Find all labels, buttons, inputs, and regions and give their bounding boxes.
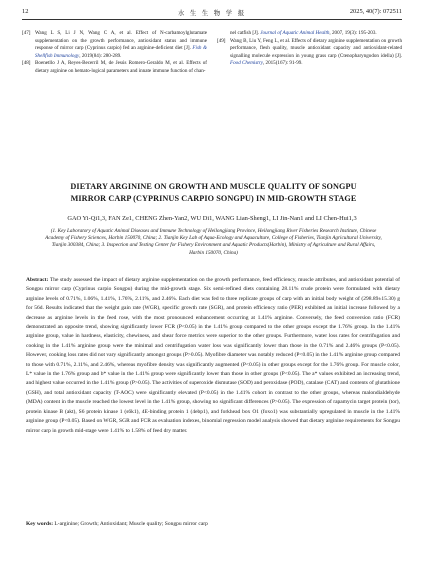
abstract-text: The study assessed the impact of dietary arginine supplementation on the growth performance, feed efficiency, muscle attributes, and antioxidant potential of Songpu mirror carp (Cyprinus carpio Songpu) during the mid-growth stage. Six semi-refined diets containing 28.11% crude protein were formulated with dietary arginine levels of 0.71%, 1.06%, 1.41%, 1.76%, 2.11%, and 2.46%. Each diet was fed to three replicate groups of carp with an initial body weight of (298.89±15.30) g for 56d. Results indicated that the weight gain rate (WGR), specific growth rate (SGR), and protein efficiency ratio (PER) exhibited an initial increase followed by a decrease as arginine levels in the feed rose, with the most pronounced enhancement occurring at 1.41% arginine. Conversely, the feed conversion ratio (FCR) demonstrated an opposite trend, showing significantly lower FCR (P<0.05) in the 1.41% group compared to the other groups except the 1.76% group. In the 1.41% arginine group, value in hardness, elasticity, chewiness, and shear force metrics were superior to the other groups. Furthermore, water loss rates for centrifugation and cooking in the 1.41% arginine group were the minimal and centrifugation water loss was significantly lower than those in the 0.71% and 2.46% groups (P<0.05). However, cooking loss rates did not vary significantly amongst groups (P>0.05). Myofibre diameter was notably reduced (P<0.05) in the 1.41% arginine group compared to those with 0.71%, 2.11%, and 2.46%, whereas myofibre density was significantly augmented (P<0.05) in other groups except for the 1.76% group. For muscle color, L* value in the 1.76% group and b* value in the 1.41% group were significantly lower than those in other groups (P<0.05). The a* values exhibited an increasing trend, and highest value occurred in the 1.41% group (P>0.05). The activities of superoxide dismutase (SOD) and peroxidase (POD), catalase (CAT) and contents of glutathione (GSH), and total antioxidant capacity (T-AOC) were significantly elevated (P<0.05) in the 1.41% cohort in contrast to the other groups, whereas malondialdehyde (MDA) content in the muscle reached the lowest level in the 1.41% group, showing no significant differences (P>0.05). The expression of rapamycin target protein (tor), protein kinase B (akt), S6 protein kinase 1 (s6k1), 4E-binding protein 1 (4ebp1), and forkhead box O1 (foxo1) was substantially upregulated in muscle in the 1.41% arginine group (P<0.05). Based on WGR, SGR and FCR as evaluation indexes, binomial regression model analysis showed that dietary arginine requirements for Songpu mirror carp in growth mid-stage were 1.41% to 1.58% of feed dry matter. xyxy=(26,277,401,434)
reference-text: Boenetllo J A, Reyes-Becerril M, de Jesús Romero-Geraldo M, et al. Effects of dietary arginine on hemato-logical parameters and innate immune function of chan- xyxy=(35,60,207,74)
affiliations: (1. Key Laboratory of Aquatic Animal Diseases and Immune Technology of Heilongjiang Province, Heilongjiang River Fisheries Research Institute, Chinese Academy of Fishery Sciences, Harbin 150070, China; 2. Tianjin Key Lab of Aqua-Ecology and Aquaculture, College of Fisheries, Tianjin Agricultural University, Tianjin 300384, China; 3. Inspection and Testing Center for Fishery Environment and Aquatic Products(Harbin), Ministry of Agriculture and Rural Affairs, Harbin 150070, China) xyxy=(45,228,382,256)
reference-tail: , 2007, 19(3): 195-203. xyxy=(329,30,377,36)
abstract xyxy=(26,276,400,436)
reference-text: Wang L S, Li J N, Wang C A, et al. Effect of N-carbamoylglutamate supplementation on the growth performance, antioxidant status and immune response of mirror carp (Cyprinus carpio) fed an arginine-deficient diet [J]. xyxy=(35,30,207,52)
references-left-column xyxy=(22,30,207,76)
reference-journal-link[interactable]: Fish & Shellfish Immunology xyxy=(35,45,207,59)
title-line-2: MIRROR CARP (CYPRINUS CARPIO SONGPU) IN MID-GROWTH STAGE xyxy=(70,194,357,203)
issue-info: 2025, 40(7): 072511 xyxy=(349,8,402,15)
reference-tail: , 2015(167): 91-99. xyxy=(262,60,303,67)
article-title xyxy=(30,181,397,205)
keywords-text: L-arginine; Growth; Antioxidant; Muscle quality; Songpu mirror carp xyxy=(54,521,208,527)
author-list: GAO Yi-Qi1,3, FAN Ze1, CHENG Zhen-Yan2, WU Di1, WANG Lian-Sheng1, LI Jin-Nan1 and LI Chen-Hui1,3 xyxy=(67,215,357,222)
page-number: 12 xyxy=(22,8,29,15)
running-header xyxy=(22,6,402,20)
reference-47 xyxy=(22,30,207,60)
references xyxy=(22,30,402,76)
reference-journal-link[interactable]: Food Chemistry xyxy=(230,60,263,67)
title-line-1: DIETARY ARGININE ON GROWTH AND MUSCLE QUALITY OF SONGPU xyxy=(70,182,357,191)
reference-number: [48] xyxy=(22,60,31,67)
abstract-label: Abstract: xyxy=(26,277,49,283)
reference-tail: , 2019(84): 280-289. xyxy=(79,52,122,59)
reference-text: nel catfish [J]. xyxy=(230,30,261,36)
reference-journal-link[interactable]: Journal of Aquatic Animal Health xyxy=(260,30,330,36)
keywords xyxy=(26,521,400,527)
reference-number: [49] xyxy=(217,37,226,44)
references-right-column xyxy=(217,30,402,76)
journal-name: 水 生 生 物 学 报 xyxy=(177,10,247,17)
reference-48-continued xyxy=(217,30,402,38)
reference-number: [47] xyxy=(22,30,31,36)
reference-text: Wang B, Liu Y, Feng L, et al. Effects of dietary arginine supplementation on growth performance, flesh quality, muscle antioxidant capacity and antioxidant-related signalling molecule expression in young grass carp (Ctenopharyngodon idella) [J]. xyxy=(230,37,402,59)
keywords-label: Key words: xyxy=(26,521,54,527)
reference-48 xyxy=(22,60,207,75)
reference-49 xyxy=(217,38,402,68)
